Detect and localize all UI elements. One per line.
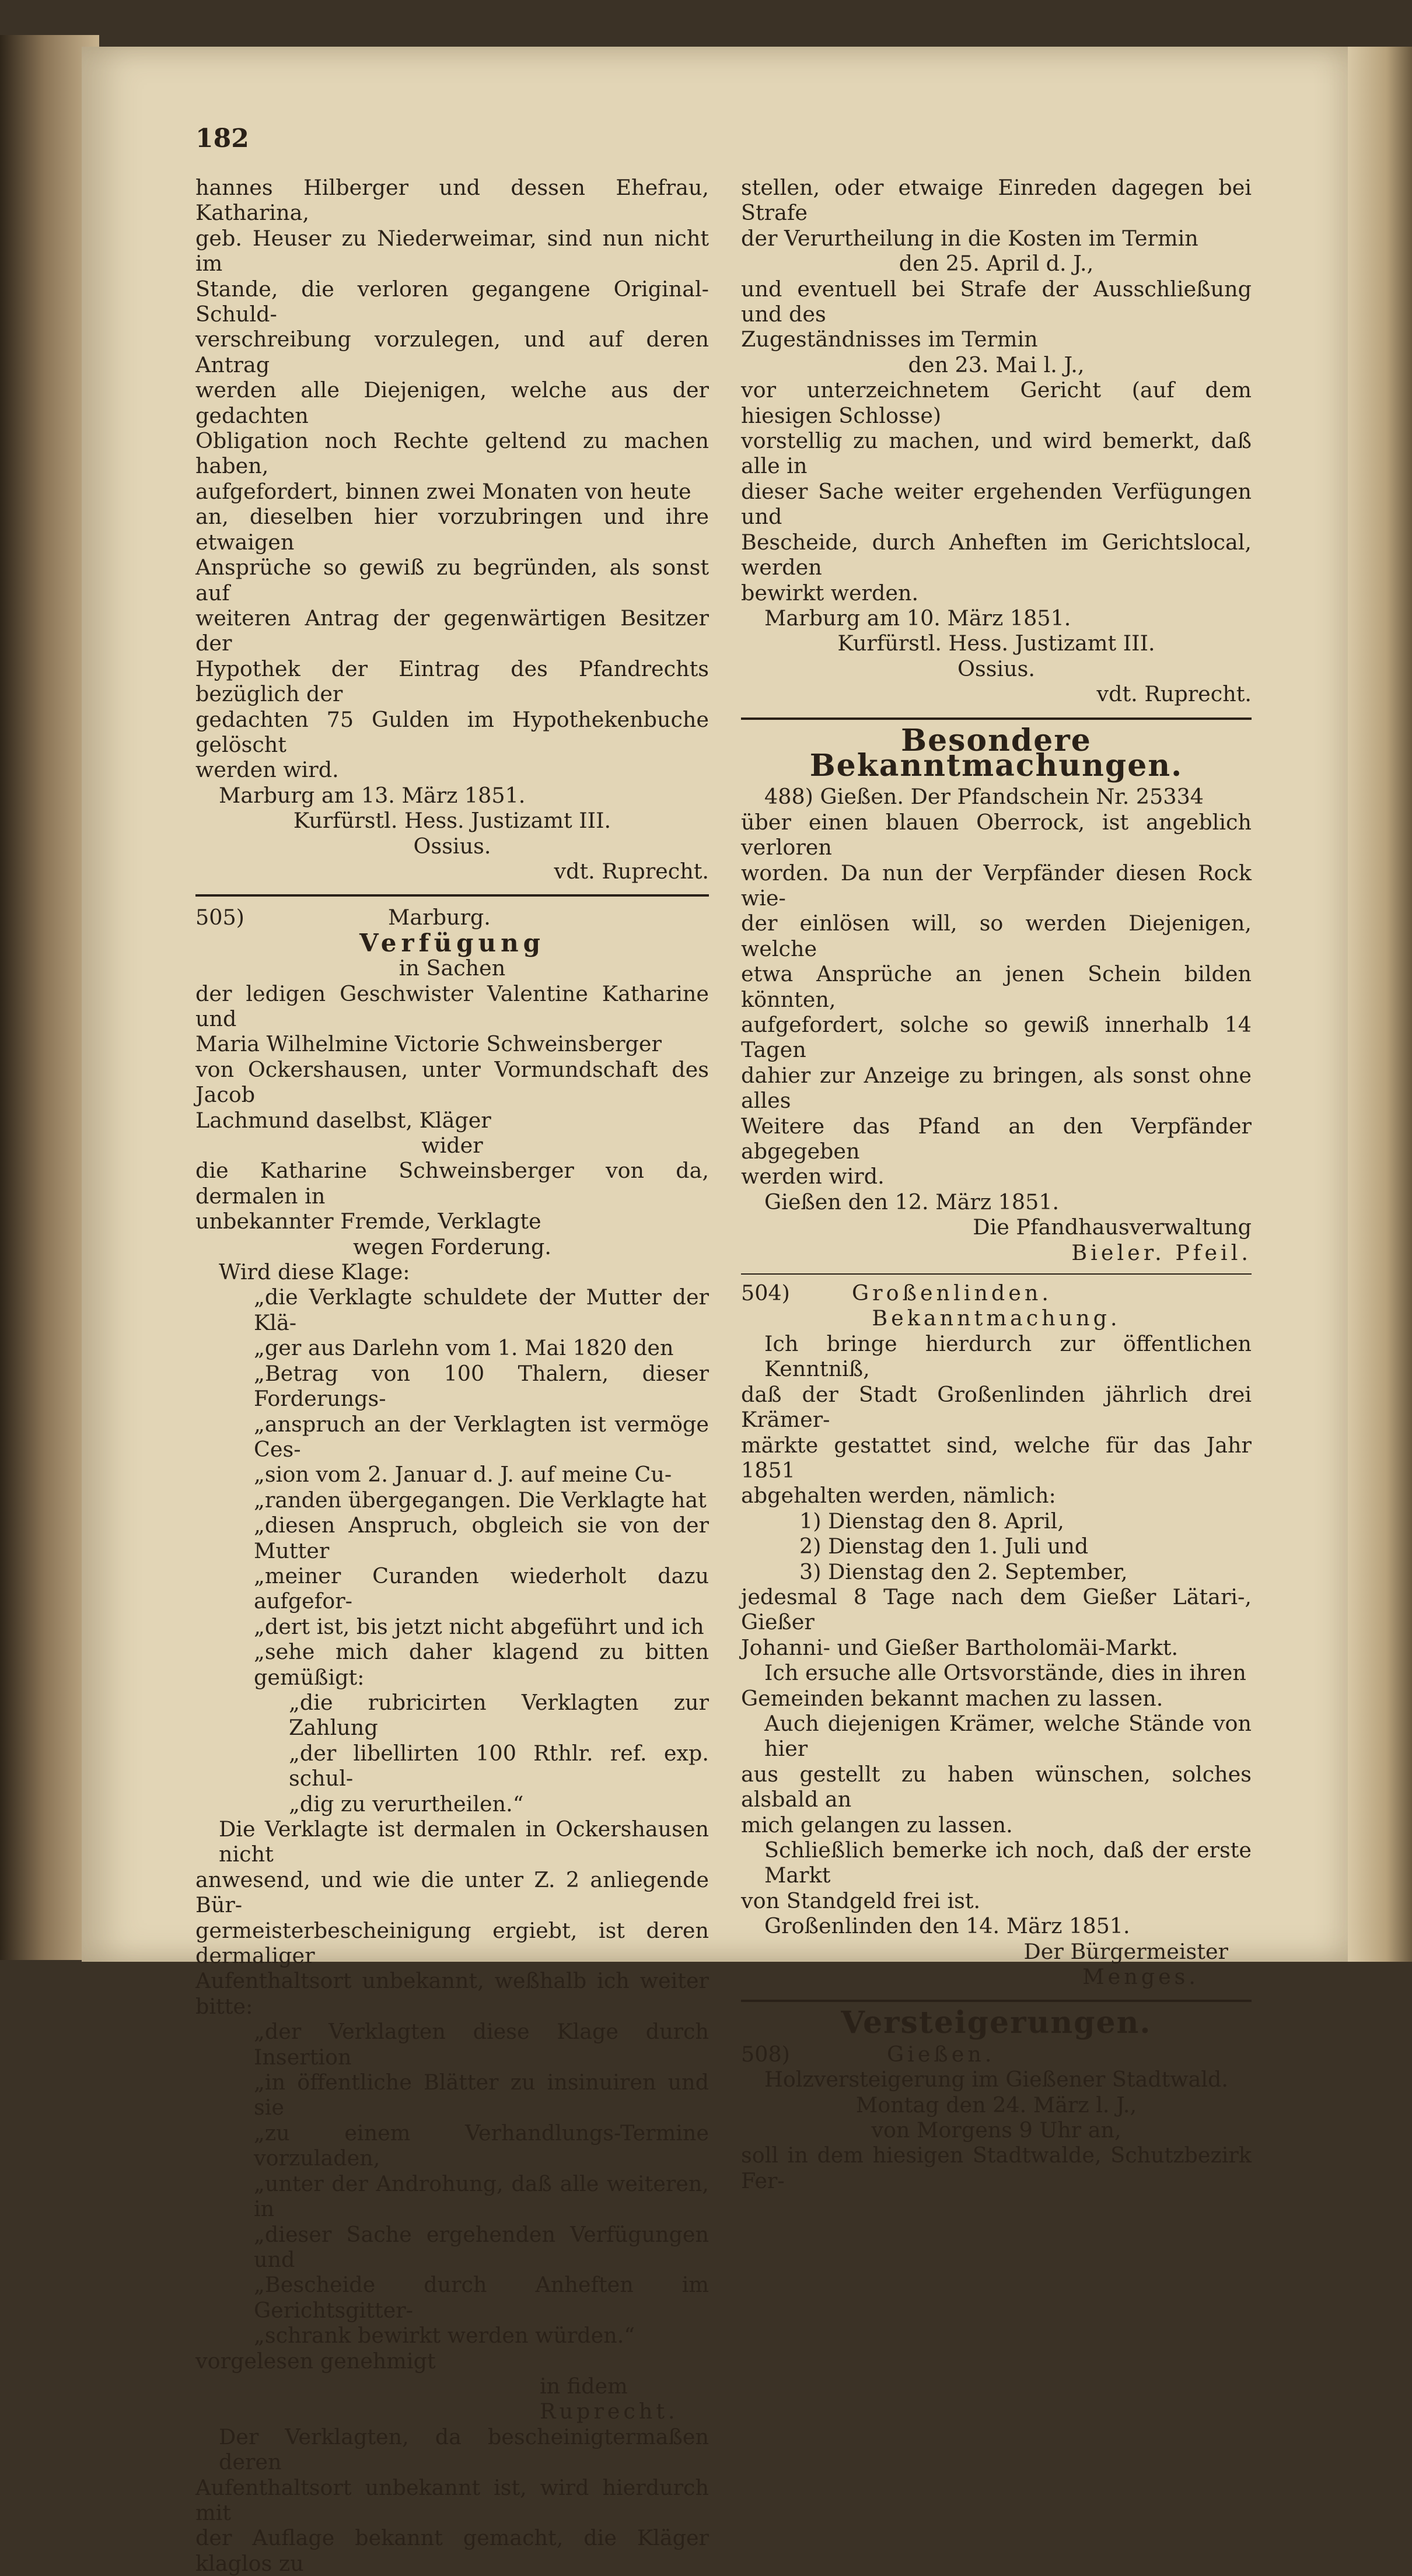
notice-line: worden. Da nun der Verpfänder diesen Rock wie-: [741, 860, 1252, 911]
court-name: Kurfürstl. Hess. Justizamt III.: [837, 631, 1155, 656]
divider: [195, 894, 709, 897]
klage-line: „Betrag von 100 Thalern, dieser Forderungs-: [254, 1360, 709, 1412]
notice-header: [741, 1280, 1252, 1306]
body-line: germeisterbescheinigung ergiebt, ist deren dermaliger: [195, 1917, 709, 1969]
book-edge-right: [1348, 47, 1412, 1962]
section-heading-besondere: Besondere Bekanntmachungen.: [809, 722, 1183, 783]
notice-title: Holzversteigerung im Gießener Stadtwald.: [764, 2067, 1228, 2092]
court-name: Kurfürstl. Hess. Justizamt III.: [293, 808, 611, 834]
signer-name: Menges.: [1082, 1964, 1199, 1990]
notice-date: Marburg am 13. März 1851.: [219, 782, 526, 808]
text-line: und eventuell bei Strafe der Ausschließung und des: [741, 276, 1252, 327]
notice-line: von Standgeld frei ist.: [741, 1888, 981, 1913]
notice-line: Ich ersuche alle Ortsvorstände, dies in ihren: [764, 1660, 1246, 1686]
text-line: Obligation noch Rechte geltend zu machen haben,: [195, 428, 709, 479]
divider: [741, 1273, 1252, 1275]
klage-line: „randen übergegangen. Die Verklagte hat: [254, 1487, 707, 1513]
market-item: 3) Dienstag den 2. September,: [799, 1559, 1128, 1584]
signer: Der Bürgermeister: [1023, 1938, 1228, 1964]
signer: Die Pfandhausverwaltung: [973, 1214, 1252, 1240]
notice-number: 505): [195, 905, 244, 930]
final-line: Aufenthaltsort unbekannt ist, wird hierdurch mit: [195, 2474, 709, 2525]
in-fidem: in fidem: [540, 2373, 628, 2399]
notice-date: Gießen den 12. März 1851.: [764, 1189, 1060, 1214]
left-column: [195, 175, 709, 2576]
market-item: 2) Dienstag den 1. Juli und: [799, 1534, 1089, 1559]
defendant-line: unbekannter Fremde, Verklagte: [195, 1209, 541, 1234]
text-line: bewirkt werden.: [741, 580, 919, 606]
notice-date: Großenlinden den 14. März 1851.: [764, 1913, 1130, 1939]
continuation-notice: [195, 175, 709, 884]
klage-line: „ger aus Darlehn vom 1. Mai 1820 den: [254, 1335, 674, 1361]
notice-place: Gießen.: [887, 2041, 995, 2067]
termin-date: den 23. Mai l. J.,: [908, 352, 1085, 377]
klage-sub-line: „dig zu verurtheilen.“: [289, 1791, 524, 1817]
bitte-line: „in öffentliche Blätter zu insinuiren und sie: [254, 2070, 709, 2120]
notice-place: Marburg.: [388, 905, 491, 930]
notice-line: 488) Gießen. Der Pfandschein Nr. 25334: [764, 784, 1204, 810]
notice-504: [741, 1280, 1252, 1989]
body-line: Aufenthaltsort unbekannt, weßhalb ich weiter bitte:: [195, 1968, 709, 2019]
notice-line: Schließlich bemerke ich noch, daß der erste Markt: [764, 1838, 1252, 1888]
wider: wider: [421, 1133, 483, 1158]
text-line: werden alle Diejenigen, welche aus der gedachten: [195, 377, 709, 428]
text-line: stellen, oder etwaige Einreden dagegen bei Strafe: [741, 175, 1252, 226]
notice-line: Gemeinden bekannt machen zu lassen.: [741, 1685, 1163, 1711]
text-line: Bescheide, durch Anheften im Gerichtslocal, werden: [741, 529, 1252, 580]
notice-title: Verfügung: [359, 928, 545, 957]
final-line: Der Verklagten, da bescheinigtermaßen deren: [219, 2424, 709, 2475]
notice-line: dahier zur Anzeige zu bringen, als sonst ohne alles: [741, 1062, 1252, 1114]
text-line: Zugeständnisses im Termin: [741, 327, 1038, 352]
notice-title: Bekanntmachung.: [872, 1306, 1121, 1331]
text-line: dieser Sache weiter ergehenden Verfügungen und: [741, 478, 1252, 530]
notice-line: abgehalten werden, nämlich:: [741, 1483, 1056, 1508]
parties-line: Lachmund daselbst, Kläger: [195, 1107, 491, 1133]
klage-line: „die Verklagte schuldete der Mutter der Klä-: [254, 1284, 709, 1335]
bitte-line: „Bescheide durch Anheften im Gerichtsgitter-: [254, 2272, 709, 2323]
text-line: weiteren Antrag der gegenwärtigen Besitzer der: [195, 605, 709, 656]
notice-header: [741, 2042, 1252, 2067]
text-line: vorstellig zu machen, und wird bemerkt, daß alle in: [741, 428, 1252, 479]
signer-names: Bieler. Pfeil.: [1071, 1240, 1252, 1265]
divider: [741, 718, 1252, 720]
notice-line: aus gestellt zu haben wünschen, solches alsbald an: [741, 1761, 1252, 1812]
body-line: Die Verklagte ist dermalen in Ockershausen nicht: [219, 1817, 709, 1867]
klage-line: „diesen Anspruch, obgleich sie von der Mutter: [254, 1513, 709, 1563]
bitte-line: „dieser Sache ergehenden Verfügungen und: [254, 2221, 709, 2272]
klage-line: „meiner Curanden wiederholt dazu aufgefor-: [254, 1563, 709, 1614]
text-line: werden wird.: [195, 757, 339, 783]
notice-line: mich gelangen zu lassen.: [741, 1812, 1013, 1838]
termin-date: den 25. April d. J.,: [899, 251, 1094, 276]
text-line: Stande, die verloren gegangene Original-Schuld-: [195, 276, 709, 327]
klage-intro: Wird diese Klage:: [219, 1259, 410, 1285]
page-number: 182: [195, 124, 249, 153]
body-line: anwesend, und wie die unter Z. 2 anliegende Bür-: [195, 1867, 709, 1918]
klage-line: „dert ist, bis jetzt nicht abgeführt und ich: [254, 1614, 704, 1639]
klage-line: „sehe mich daher klagend zu bitten gemüßigt:: [254, 1639, 709, 1690]
text-line: aufgefordert, binnen zwei Monaten von heute: [195, 478, 691, 504]
notice-line: daß der Stadt Großenlinden jährlich drei Krämer-: [741, 1381, 1252, 1433]
notice-number: 508): [741, 2041, 790, 2067]
notice-508: [741, 2042, 1252, 2193]
text-line: verschreibung vorzulegen, und auf deren Antrag: [195, 327, 709, 377]
notice-line: Weitere das Pfand an den Verpfänder abgegeben: [741, 1113, 1252, 1164]
divider: [741, 2000, 1252, 2002]
vdt-signature: vdt. Ruprecht.: [1096, 681, 1252, 707]
notice-line: etwa Ansprüche an jenen Schein bilden könnten,: [741, 961, 1252, 1012]
notice-number: 504): [741, 1280, 790, 1306]
auction-time: von Morgens 9 Uhr an,: [871, 2118, 1121, 2143]
notice-line: aufgefordert, solche so gewiß innerhalb 14 Tagen: [741, 1012, 1252, 1063]
notice-place: Großenlinden.: [852, 1280, 1052, 1306]
klage-sub-line: „die rubricirten Verklagten zur Zahlung: [289, 1689, 709, 1741]
right-column: [741, 175, 1252, 2193]
vorgelesen: vorgelesen genehmigt: [195, 2348, 436, 2374]
bitte-line: „zu einem Verhandlungs-Termine vorzuladen,: [254, 2120, 709, 2171]
bitte-line: „schrank bewirkt werden würden.“: [254, 2323, 635, 2348]
notice-488: [741, 784, 1252, 1265]
vdt-signature: vdt. Ruprecht.: [554, 858, 709, 884]
defendant-line: die Katharine Schweinsberger von da, dermalen in: [195, 1158, 709, 1209]
klage-line: „sion vom 2. Januar d. J. auf meine Cu-: [254, 1462, 672, 1488]
text-line: gedachten 75 Gulden im Hypothekenbuche gelöscht: [195, 706, 709, 757]
parties-line: von Ockershausen, unter Vormundschaft des Jacob: [195, 1056, 709, 1108]
notice-date: Marburg am 10. März 1851.: [764, 605, 1071, 631]
notice-line: Ich bringe hierdurch zur öffentlichen Kenntniß,: [764, 1331, 1252, 1382]
notice-line: werden wird.: [741, 1164, 885, 1189]
bitte-line: „unter der Androhung, daß alle weiteren, in: [254, 2171, 709, 2222]
text-line: hannes Hilberger und dessen Ehefrau, Katharina,: [195, 175, 709, 226]
klage-sub-line: „der libellirten 100 Rthlr. ref. exp. schul-: [289, 1740, 709, 1791]
klage-line: „anspruch an der Verklagten ist vermöge Ces-: [254, 1411, 709, 1462]
section-heading-versteigerungen: Versteigerungen.: [841, 2005, 1152, 2041]
notice-505: [195, 905, 709, 2576]
market-item: 1) Dienstag den 8. April,: [799, 1508, 1064, 1534]
wegen: wegen Forderung.: [352, 1234, 552, 1259]
final-line: der Auflage bekannt gemacht, die Kläger klaglos zu: [195, 2525, 709, 2576]
ruprecht-signature: Ruprecht.: [540, 2399, 679, 2424]
notice-line: über einen blauen Oberrock, ist angeblich verloren: [741, 809, 1252, 860]
notice-line: Johanni- und Gießer Bartholomäi-Markt.: [741, 1634, 1179, 1660]
notice-line: Auch diejenigen Krämer, welche Stände von hier: [764, 1710, 1252, 1762]
notice-line: märkte gestattet sind, welche für das Jahr 1851: [741, 1432, 1252, 1483]
notice-line: soll in dem hiesigen Stadtwalde, Schutzbezirk Fer-: [741, 2143, 1252, 2193]
parties-line: der ledigen Geschwister Valentine Katharine und: [195, 981, 709, 1031]
notice-header: [195, 905, 709, 930]
continuation-notice-right: [741, 175, 1252, 707]
bitte-line: „der Verklagten diese Klage durch Insertion: [254, 2019, 709, 2070]
text-line: an, dieselben hier vorzubringen und ihre etwaigen: [195, 504, 709, 555]
notice-line: jedesmal 8 Tage nach dem Gießer Lätari-, Gießer: [741, 1584, 1252, 1635]
text-line: geb. Heuser zu Niederweimar, sind nun nicht im: [195, 225, 709, 276]
text-line: der Verurtheilung in die Kosten im Termin: [741, 225, 1198, 251]
official-name: Ossius.: [957, 656, 1035, 681]
notice-line: der einlösen will, so werden Diejenigen, welche: [741, 911, 1252, 961]
parties-line: Maria Wilhelmine Victorie Schweinsberger: [195, 1031, 662, 1057]
text-line: Hypothek der Eintrag des Pfandrechts bezüglich der: [195, 656, 709, 707]
official-name: Ossius.: [413, 833, 491, 859]
text-line: Ansprüche so gewiß zu begründen, als sonst auf: [195, 555, 709, 606]
in-sachen: in Sachen: [399, 956, 506, 981]
auction-date: Montag den 24. März l. J.,: [855, 2092, 1137, 2118]
text-line: vor unterzeichnetem Gericht (auf dem hiesigen Schlosse): [741, 377, 1252, 428]
